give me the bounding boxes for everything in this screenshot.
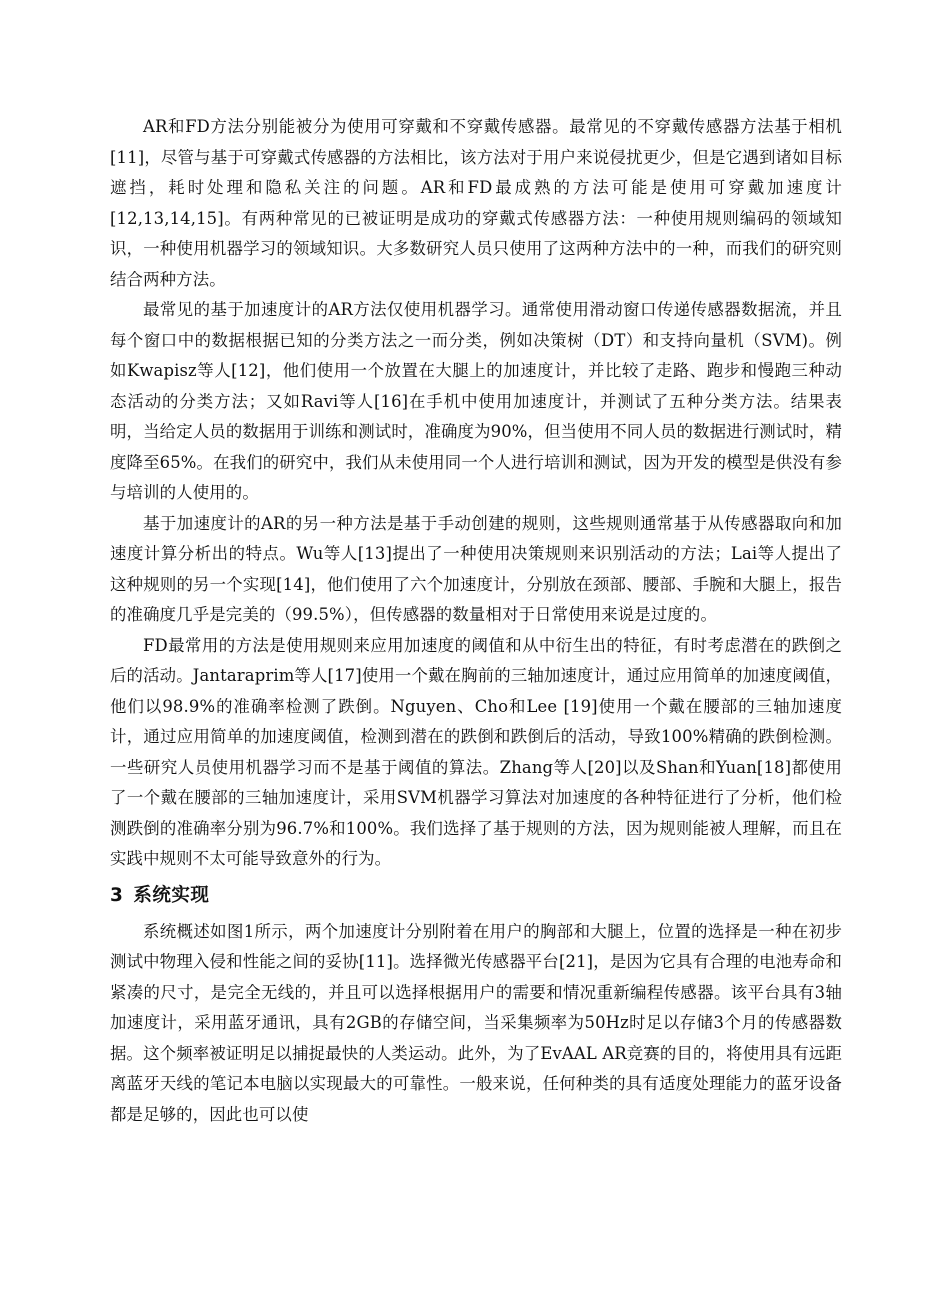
paragraph-machine-learning-ar: 最常见的基于加速度计的AR方法仅使用机器学习。通常使用滑动窗口传递传感器数据流，并且每个窗口中的数据根据已知的分类方法之一而分类，例如决策树（DT）和支持向量机（SVM)。例如Kwapisz等人[12]，他们使用一个放置在大腿上的加速度计，并比较了走路、跑步和慢跑三种动态活动的分类方法；又如Ravi等人[16]在手机中使用加速度计，并测试了五种分类方法。结果表明，当给定人员的数据用于训练和测试时，准确度为90%，但当使用不同人员的数据进行测试时，精度降至65%。在我们的研究中，我们从未使用同一个人进行培训和测试，因为开发的模型是供没有参与培训的人使用的。 <box>110 300 842 502</box>
paragraph-fall-detection: FD最常用的方法是使用规则来应用加速度的阈值和从中衍生出的特征，有时考虑潜在的跌倒之后的活动。Jantaraprim等人[17]使用一个戴在胸前的三轴加速度计，通过应用简单的加速度阈值，他们以98.9%的准确率检测了跌倒。Nguyen、Cho和Lee [19]使用一个戴在腰部的三轴加速度计，通过应用简单的加速度阈值，检测到潜在的跌倒和跌倒后的活动，导致100%精确的跌倒检测。一些研究人员使用机器学习而不是基于阈值的算法。Zhang等人[20]以及Shan和Yuan[18]都使用了一个戴在腰部的三轴加速度计，采用SVM机器学习算法对加速度的各种特征进行了分析，他们检测跌倒的准确率分别为96.7%和100%。我们选择了基于规则的方法，因为规则能被人理解，而且在实践中规则不太可能导致意外的行为。 <box>110 635 842 868</box>
section-title: 系统实现 <box>133 884 210 906</box>
section-number: 3 <box>110 884 124 906</box>
paragraph-rule-based-ar: 基于加速度计的AR的另一种方法是基于手动创建的规则，这些规则通常基于从传感器取向和加速度计算分析出的特点。Wu等人[13]提出了一种使用决策规则来识别活动的方法；Lai等人提出了这种规则的另一个实现[14]，他们使用了六个加速度计，分别放在颈部、腰部、手腕和大腿上，报告的准确度几乎是完美的（99.5%），但传感器的数量相对于日常使用来说是过度的。 <box>110 513 842 624</box>
document-page <box>110 112 842 1130</box>
paragraph-ar-fd-sensors: AR和FD方法分别能被分为使用可穿戴和不穿戴传感器。最常见的不穿戴传感器方法基于相机[11]，尽管与基于可穿戴式传感器的方法相比，该方法对于用户来说侵扰更少，但是它遇到诸如目标遮挡，耗时处理和隐私关注的问题。AR和FD最成熟的方法可能是使用可穿戴加速度计[12,13,14,15]。有两种常见的已被证明是成功的穿戴式传感器方法：一种使用规则编码的领域知识，一种使用机器学习的领域知识。大多数研究人员只使用了这两种方法中的一种，而我们的研究则结合两种方法。 <box>110 117 842 289</box>
paragraph-system-overview: 系统概述如图1所示，两个加速度计分别附着在用户的胸部和大腿上，位置的选择是一种在初步测试中物理入侵和性能之间的妥协[11]。选择微光传感器平台[21]，是因为它具有合理的电池寿命和紧凑的尺寸，是完全无线的，并且可以选择根据用户的需要和情况重新编程传感器。该平台具有3轴加速度计，采用蓝牙通讯，具有2GB的存储空间，当采集频率为50Hz时足以存储3个月的传感器数据。这个频率被证明足以捕捉最快的人类运动。此外，为了EvAAL AR竞赛的目的，将使用具有远距离蓝牙天线的笔记本电脑以实现最大的可靠性。一般来说，任何种类的具有适度处理能力的蓝牙设备都是足够的，因此也可以使 <box>110 921 842 1124</box>
section-heading <box>110 879 842 913</box>
